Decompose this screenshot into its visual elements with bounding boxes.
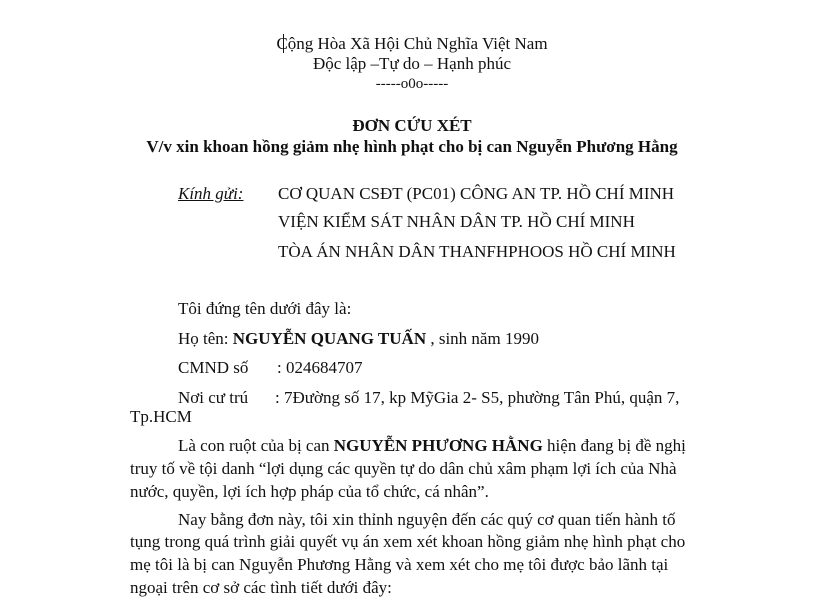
paragraph1-line: nước, quyền, lợi ích hợp pháp của tổ chức, cá nhân”. [130,482,489,501]
defendant-name: NGUYỄN PHƯƠNG HẰNG [333,436,543,455]
signer-name-line [178,329,539,349]
paragraph2-line: tụng trong quá trình giải quyết vụ án xem xét khoan hồng giảm nhẹ hình phạt cho [130,532,686,551]
address-label: Nơi cư trú [178,388,249,407]
id-value: : 024684707 [277,358,363,377]
address-continued: Tp.HCM [130,407,192,426]
header-separator: -----o0o----- [375,76,449,92]
recipient-item: VIỆN KIỂM SÁT NHÂN DÂN TP. HỒ CHÍ MINH [278,212,635,231]
paragraph2-line: Nay bằng đơn này, tôi xin thỉnh nguyện đến các quý cơ quan tiến hành tố [178,510,676,529]
document-title: ĐƠN CỨU XÉT [352,116,472,135]
signer-name: NGUYỄN QUANG TUẤN [232,329,427,348]
paragraph2-line: mẹ tôi là bị can Nguyễn Phương Hằng và xem xét cho mẹ tôi được bảo lãnh tại [130,555,669,574]
signer-intro: Tôi đứng tên dưới đây là: [178,299,352,318]
paragraph1-line [178,436,686,456]
paragraph1-line: truy tố về tội danh “lợi dụng các quyền tự do dân chủ xâm phạm lợi ích của Nhà [130,459,677,478]
id-label: CMND số [178,358,249,377]
name-label: Họ tên: [178,329,233,348]
motto-header: Độc lập –Tự do – Hạnh phúc [312,54,512,73]
nation-header: Cộng Hòa Xã Hội Chủ Nghĩa Việt Nam [276,34,548,53]
paragraph1-suffix: hiện đang bị đề nghị [542,436,686,455]
recipients-label: Kính gửi: [178,184,244,203]
recipient-item: TÒA ÁN NHÂN DÂN THANFHPHOOS HỒ CHÍ MINH [278,242,676,261]
paragraph2-line: ngoại trên cơ sở các tình tiết dưới đây: [130,578,392,597]
birth-year: , sinh năm 1990 [426,329,539,348]
paragraph1-prefix: Là con ruột của bị can [178,436,334,455]
recipient-item: CƠ QUAN CSĐT (PC01) CÔNG AN TP. HỒ CHÍ MINH [278,184,675,203]
address-value: : 7Đường số 17, kp MỹGia 2- S5, phường Tân Phú, quận 7, [275,388,680,407]
document-subject: V/v xin khoan hồng giảm nhẹ hình phạt cho bị can Nguyễn Phương Hằng [146,137,678,156]
